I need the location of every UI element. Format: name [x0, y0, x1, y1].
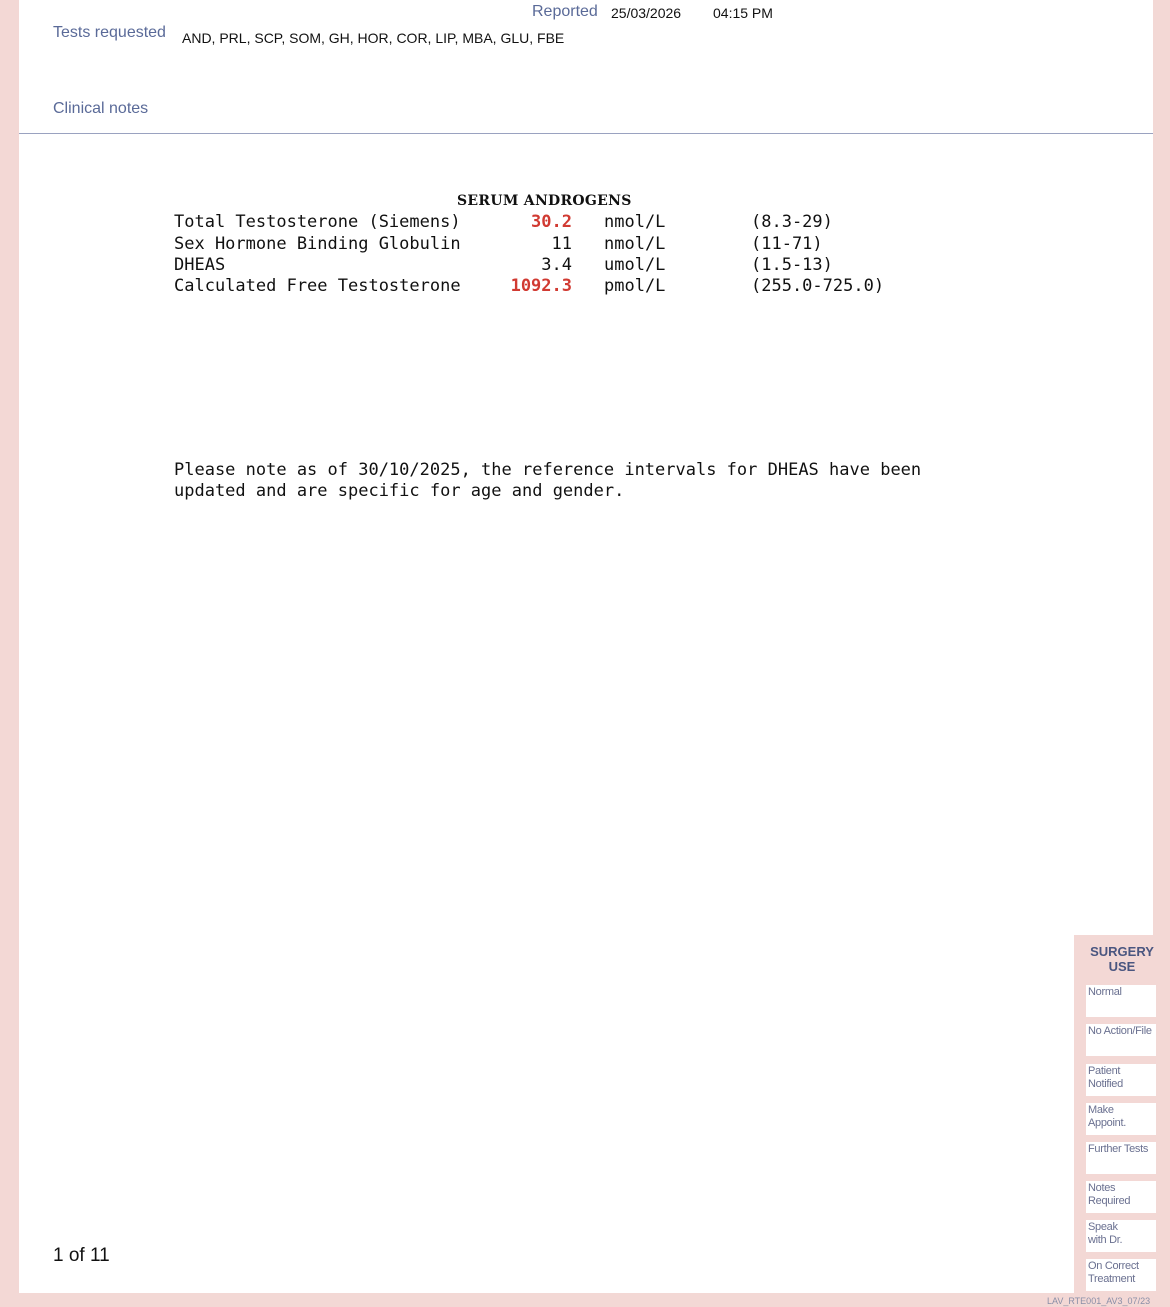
surgery-checkbox-label: Further Tests: [1088, 1143, 1149, 1155]
reported-date: 25/03/2026: [611, 5, 682, 21]
surgery-use-title-line2: USE: [1108, 959, 1136, 974]
reported-time: 04:15 PM: [713, 5, 773, 21]
surgery-checkbox[interactable]: [1086, 1259, 1156, 1291]
surgery-checkbox[interactable]: [1086, 1064, 1156, 1096]
result-unit: nmol/L: [604, 234, 666, 254]
result-reference-range: (11-71): [751, 234, 823, 254]
surgery-checkbox[interactable]: [1086, 1103, 1156, 1135]
reported-label: Reported: [532, 3, 598, 20]
reference-note-line1: Please note as of 30/10/2025, the reference intervals for DHEAS have been: [174, 460, 922, 480]
surgery-checkbox-label: Treatment: [1088, 1273, 1136, 1285]
header-divider: [19, 133, 1153, 134]
surgery-checkbox[interactable]: [1086, 1024, 1156, 1056]
result-value: 1092.3: [510, 276, 572, 296]
surgery-checkbox-label: Speak: [1088, 1221, 1118, 1233]
surgery-checkbox-label: Notified: [1088, 1078, 1123, 1090]
result-value: 11: [551, 234, 572, 254]
surgery-checkbox[interactable]: [1086, 1181, 1156, 1213]
result-value: 30.2: [531, 212, 572, 232]
result-row: [174, 212, 974, 233]
surgery-checkbox[interactable]: [1086, 1142, 1156, 1174]
result-name: Sex Hormone Binding Globulin: [174, 234, 461, 254]
surgery-checkbox-label: Notes: [1088, 1182, 1116, 1194]
section-title: SERUM ANDROGENS: [457, 193, 632, 209]
result-row: [174, 276, 974, 297]
surgery-checkbox-label: No Action/File: [1088, 1025, 1152, 1037]
result-name: DHEAS: [174, 255, 226, 275]
surgery-use-title-line1: SURGERY: [1090, 944, 1154, 959]
surgery-checkbox-label: On Correct: [1088, 1260, 1139, 1272]
page-indicator: 1 of 11: [53, 1245, 110, 1266]
result-row: [174, 234, 974, 255]
form-code: LAV_RTE001_AV3_07/23: [1047, 1296, 1151, 1306]
surgery-checkbox[interactable]: [1086, 1220, 1156, 1252]
surgery-checkbox-label: Normal: [1088, 986, 1122, 998]
result-unit: pmol/L: [604, 276, 666, 296]
surgery-checkbox-label: Make: [1088, 1104, 1114, 1116]
surgery-checkbox-label: with Dr.: [1088, 1234, 1123, 1246]
surgery-use-title: [1074, 944, 1170, 974]
surgery-checkbox[interactable]: [1086, 985, 1156, 1017]
surgery-checkbox-label: Appoint.: [1088, 1117, 1126, 1129]
surgery-use-panel: [1074, 935, 1163, 1293]
result-name: Total Testosterone (Siemens): [174, 212, 461, 232]
reference-note: [174, 460, 921, 502]
result-row: [174, 255, 974, 276]
result-reference-range: (255.0-725.0): [751, 276, 885, 296]
result-unit: umol/L: [604, 255, 666, 275]
reference-note-line2: updated and are specific for age and gender.: [174, 481, 625, 501]
surgery-checkbox-label: Required: [1088, 1195, 1131, 1207]
result-name: Calculated Free Testosterone: [174, 276, 461, 296]
clinical-notes-label: Clinical notes: [53, 100, 149, 117]
surgery-checkbox-label: Patient: [1088, 1065, 1121, 1077]
result-value: 3.4: [541, 255, 572, 275]
tests-requested-label: Tests requested: [53, 24, 166, 41]
result-reference-range: (8.3-29): [751, 212, 833, 232]
result-reference-range: (1.5-13): [751, 255, 833, 275]
result-unit: nmol/L: [604, 212, 666, 232]
tests-requested-value: AND, PRL, SCP, SOM, GH, HOR, COR, LIP, MBA, GLU, FBE: [182, 30, 565, 46]
